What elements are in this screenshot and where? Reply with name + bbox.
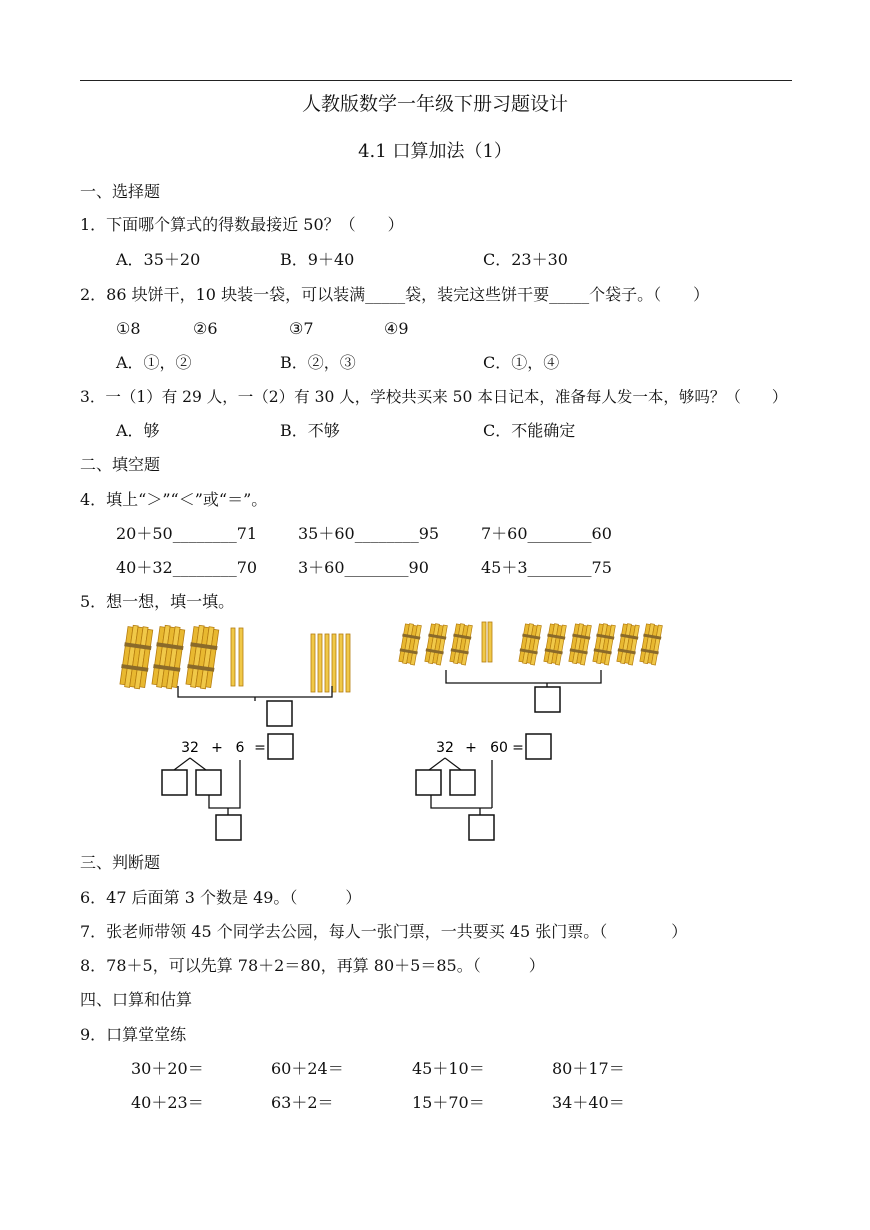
left-equals: = xyxy=(254,740,266,756)
left-result-box[interactable] xyxy=(268,734,293,759)
q4-text: 4．填上“＞”“＜”或“＝”。 xyxy=(80,490,268,509)
left-ones-box[interactable] xyxy=(196,770,221,795)
q9-item-5: 40＋23＝ xyxy=(131,1093,204,1112)
q3-option-a: A．够 xyxy=(116,421,160,440)
right-loose-sticks xyxy=(482,622,492,662)
right-total-box[interactable] xyxy=(535,687,560,712)
document-title: 人教版数学一年级下册习题设计 xyxy=(301,93,568,115)
right-partial-box[interactable] xyxy=(469,815,494,840)
right-addend-a: 32 xyxy=(436,740,454,756)
q7-text: 7．张老师带领 45 个同学去公园，每人一张门票，一共要买 45 张门票。（ ） xyxy=(80,922,688,941)
left-partial-box[interactable] xyxy=(216,815,241,840)
section-fill: 二、填空题 xyxy=(80,455,161,474)
left-loose-sticks-b xyxy=(311,634,350,692)
right-ones-box[interactable] xyxy=(450,770,475,795)
right-tens-box[interactable] xyxy=(416,770,441,795)
q6-text: 6．47 后面第 3 个数是 49。（ ） xyxy=(80,888,362,907)
right-split-lines xyxy=(429,758,461,770)
right-addend-b: 60 xyxy=(490,740,508,756)
left-split-lines xyxy=(174,758,206,770)
right-bundles xyxy=(398,623,474,666)
left-loose-sticks-a xyxy=(231,628,243,686)
q9-item-8: 34＋40＝ xyxy=(552,1093,625,1112)
q4-compare-6: 45＋3________75 xyxy=(481,558,612,577)
q3-text: 3．一（1）有 29 人，一（2）有 30 人，学校共买来 50 本日记本，准备每人发一本，够吗？（ ） xyxy=(80,388,788,406)
q2-item-1: ①8 xyxy=(116,319,141,338)
left-addend-a: 32 xyxy=(181,740,199,756)
section-judge: 三、判断题 xyxy=(80,853,161,872)
right-equals: = xyxy=(512,740,524,756)
q4-compare-1: 20＋50________71 xyxy=(116,524,258,543)
q4-compare-3: 7＋60________60 xyxy=(481,524,612,543)
section-mental-math: 四、口算和估算 xyxy=(80,990,193,1009)
q9-item-7: 15＋70＝ xyxy=(412,1093,485,1112)
q4-compare-4: 40＋32________70 xyxy=(116,558,258,577)
q2-item-4: ④9 xyxy=(384,319,409,338)
q8-text: 8．78＋5，可以先算 78＋2＝80，再算 80＋5＝85。（ ） xyxy=(80,956,545,975)
q3-option-b: B．不够 xyxy=(280,421,340,440)
left-plus: + xyxy=(211,740,223,756)
left-tens-box[interactable] xyxy=(162,770,187,795)
q1-text: 1．下面哪个算式的得数最接近 50？（ ） xyxy=(80,215,404,234)
q9-text: 9．口算堂堂练 xyxy=(80,1025,187,1044)
q2-option-c: C．①，④ xyxy=(483,353,560,372)
q1-option-b: B．9＋40 xyxy=(280,250,355,269)
right-ten-bundles xyxy=(518,623,664,666)
q4-compare-2: 35＋60________95 xyxy=(298,524,440,543)
q2-item-2: ②6 xyxy=(193,319,218,338)
q9-item-6: 63＋2＝ xyxy=(271,1093,334,1112)
q9-item-3: 45＋10＝ xyxy=(412,1059,485,1078)
q3-option-c: C．不能确定 xyxy=(483,421,576,440)
right-result-box[interactable] xyxy=(526,734,551,759)
q9-item-2: 60＋24＝ xyxy=(271,1059,344,1078)
section-choice: 一、选择题 xyxy=(80,182,161,201)
left-sum-bracket xyxy=(209,760,240,815)
right-plus: + xyxy=(465,740,477,756)
q4-compare-5: 3＋60________90 xyxy=(298,558,429,577)
right-bracket xyxy=(446,670,601,687)
left-bundles xyxy=(119,624,220,689)
q1-option-c: C．23＋30 xyxy=(483,250,568,269)
q2-option-a: A．①，② xyxy=(116,353,192,372)
q2-text: 2．86 块饼干，10 块装一袋，可以装满_____袋，装完这些饼干要_____个袋子。（ ） xyxy=(80,285,710,304)
right-sum-bracket xyxy=(431,760,492,815)
left-addend-b: 6 xyxy=(235,740,245,756)
lesson-subtitle: 4.1 口算加法（1） xyxy=(358,141,512,162)
q2-item-3: ③7 xyxy=(289,319,314,338)
q5-text: 5．想一想，填一填。 xyxy=(80,592,235,611)
q2-option-b: B．②，③ xyxy=(280,353,356,372)
q9-item-1: 30＋20＝ xyxy=(131,1059,204,1078)
left-total-box[interactable] xyxy=(267,701,292,726)
q9-item-4: 80＋17＝ xyxy=(552,1059,625,1078)
q1-option-a: A．35＋20 xyxy=(116,250,201,269)
